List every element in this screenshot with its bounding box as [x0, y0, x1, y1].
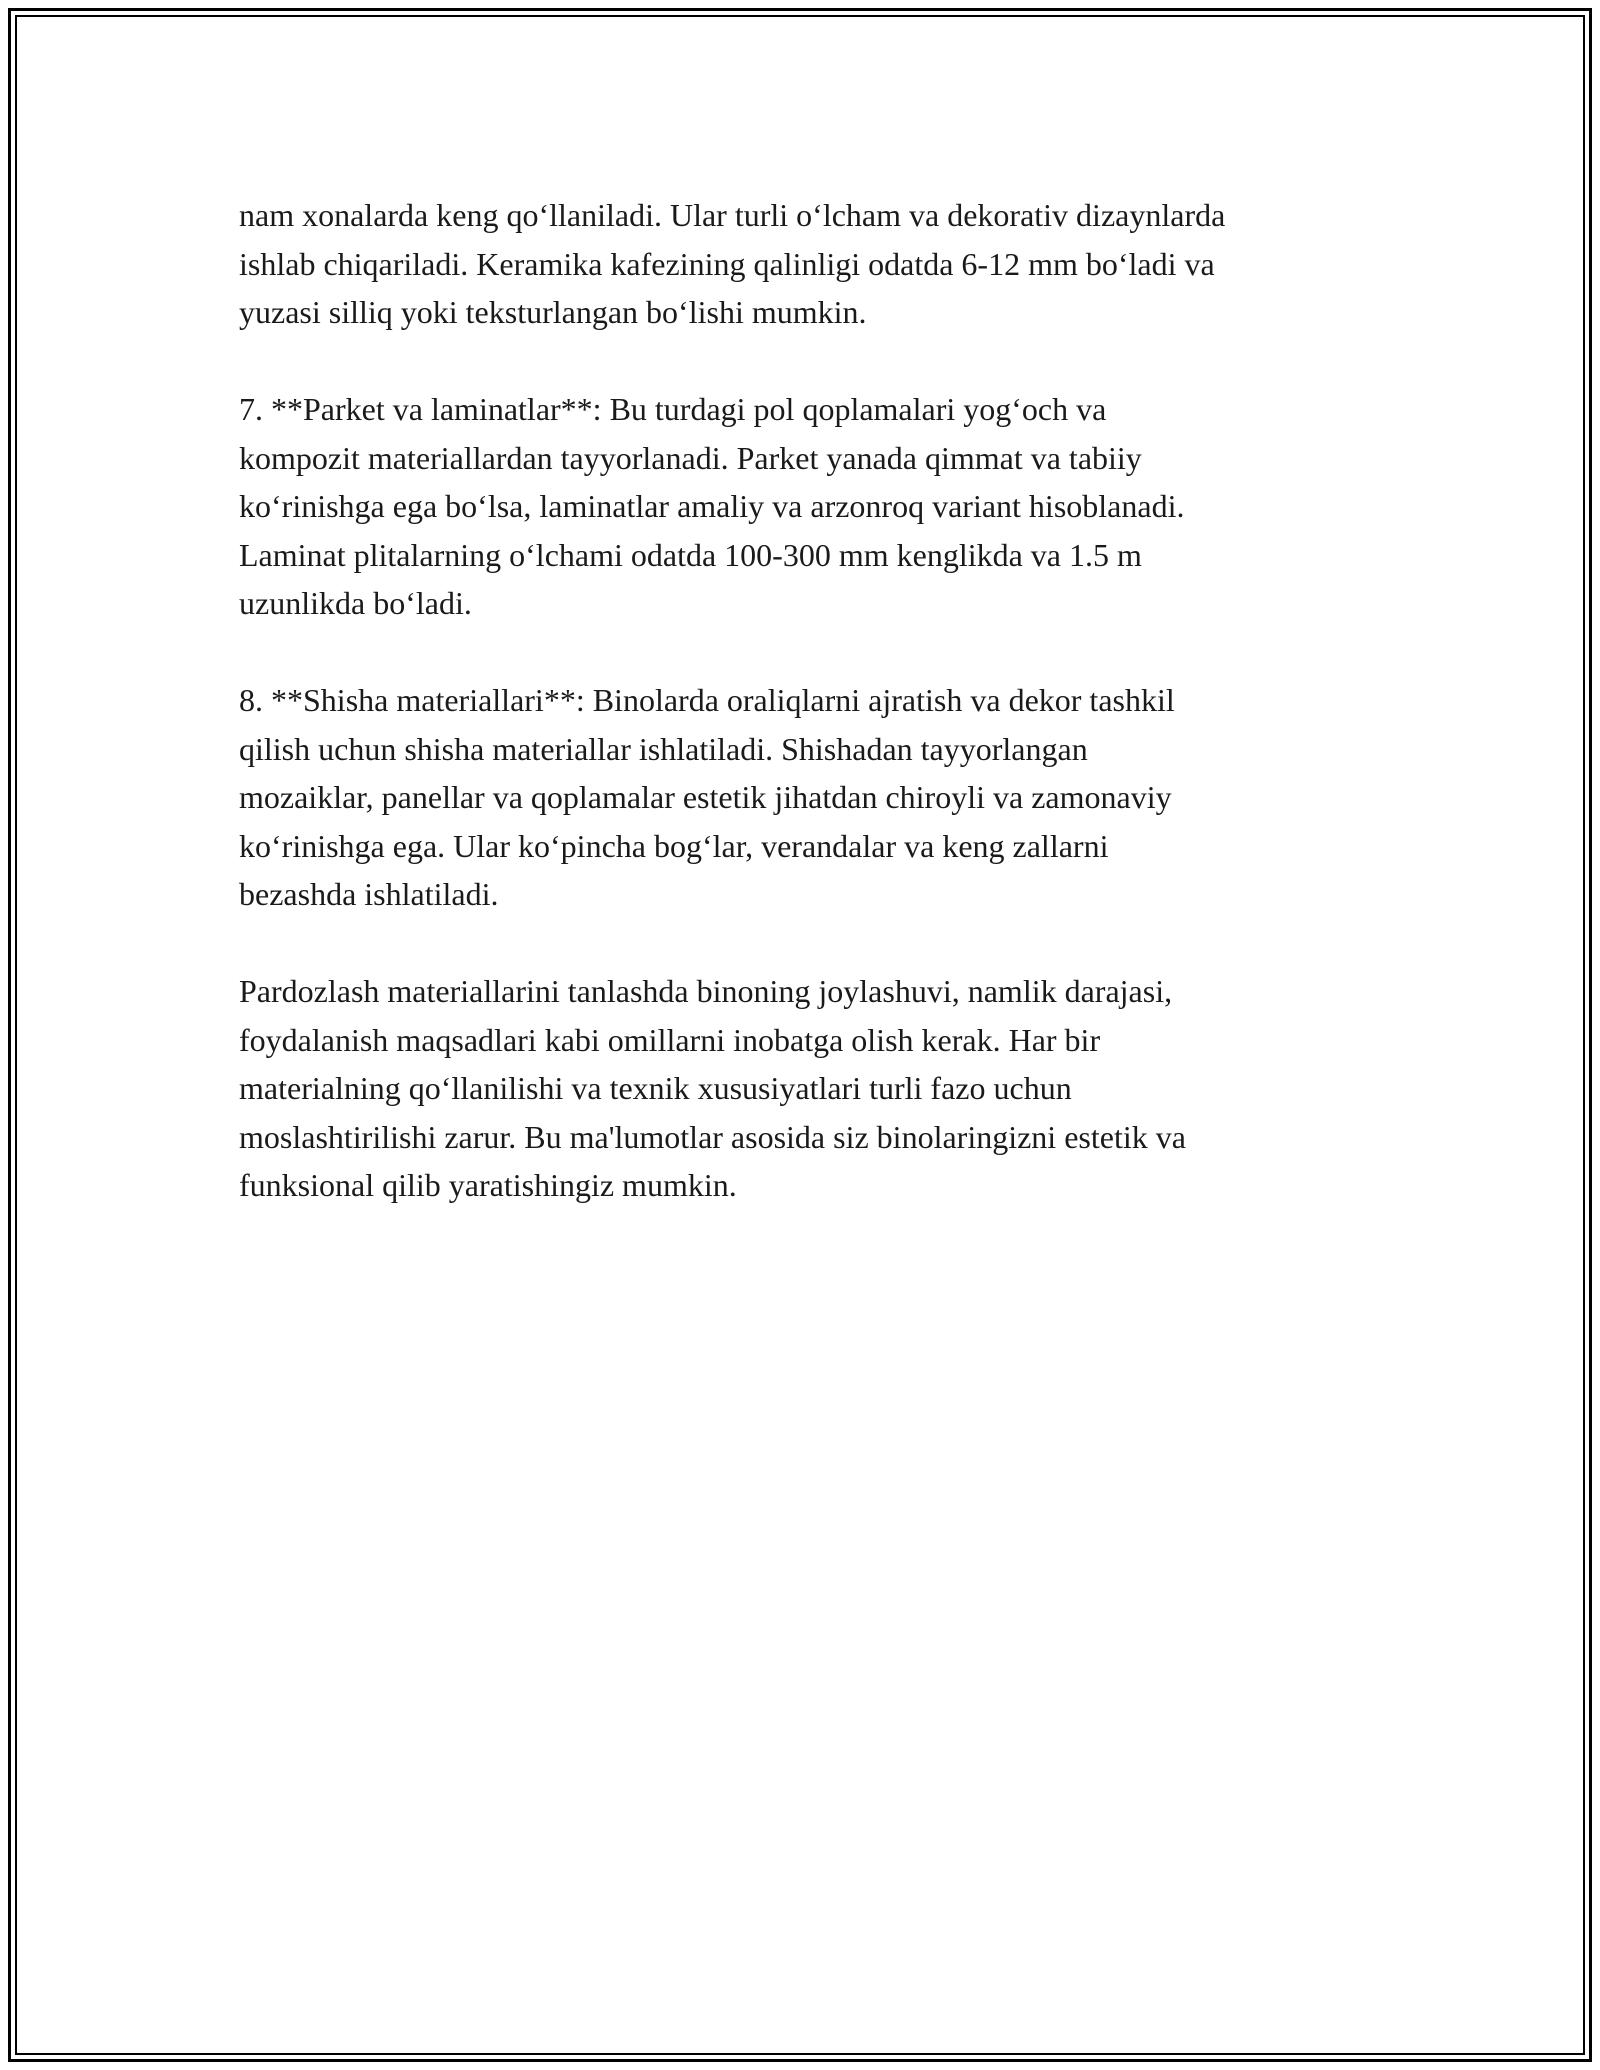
paragraph-ceramic-tile-continuation: nam xonalarda keng qo‘llaniladi. Ular turli o‘lcham va dekorativ dizaynlarda ishlab chiqariladi. Keramika kafezining qalinligi odatda 6-12 mm bo‘ladi va yuzasi silliq yoki teksturlangan bo‘lishi mumkin. [239, 197, 1226, 330]
page-border [8, 8, 1592, 2062]
paragraph-conclusion: Pardozlash materiallarini tanlashda binoning joylashuvi, namlik darajasi, foydalanish maqsadlari kabi omillarni inobatga olish kerak. Har bir materialning qo‘llanilishi va texnik xususiyatlari turli fazo uchun moslashtirilishi zarur. Bu ma'lumotlar asosida siz binolaringizni estetik va funksional qilib yaratishingiz mumkin. [239, 973, 1186, 1203]
document-body [239, 191, 1409, 1258]
paragraph-parquet-laminate: 7. **Parket va laminatlar**: Bu turdagi pol qoplamalari yog‘och va kompozit materiallardan tayyorlanadi. Parket yanada qimmat va tabiiy ko‘rinishga ega bo‘lsa, laminatlar amaliy va arzonroq variant hisoblanadi. Laminat plitalarning o‘lchami odatda 100-300 mm kenglikda va 1.5 m uzunlikda bo‘ladi. [239, 391, 1185, 621]
paragraph-glass-materials: 8. **Shisha materiallari**: Binolarda oraliqlarni ajratish va dekor tashkil qilish uchun shisha materiallar ishlatiladi. Shishadan tayyorlangan mozaiklar, panellar va qoplamalar estetik jihatdan chiroyli va zamonaviy ko‘rinishga ega. Ular ko‘pincha bog‘lar, verandalar va keng zallarni bezashda ishlatiladi. [239, 682, 1175, 912]
